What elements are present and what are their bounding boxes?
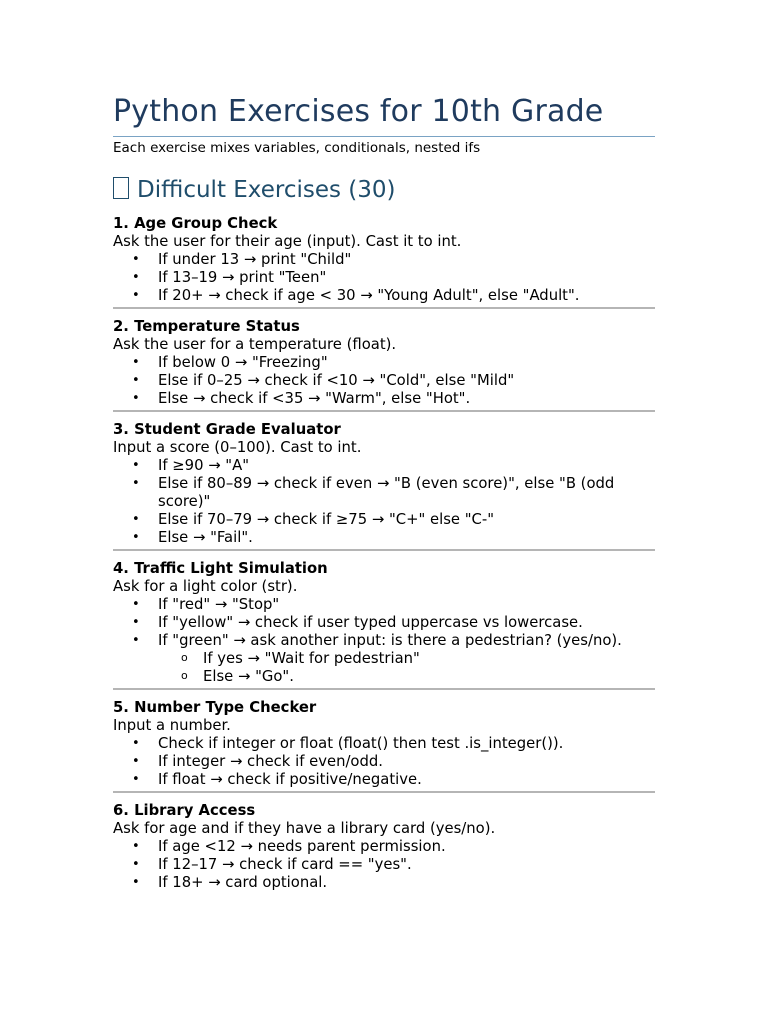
exercise-divider — [113, 791, 655, 793]
sub-list-item: o If yes → "Wait for pedestrian" — [158, 650, 655, 668]
list-item: • If 18+ → card optional. — [113, 874, 655, 892]
list-item: • Else → "Fail". — [113, 529, 655, 547]
section-heading-text: Difficult Exercises (30) — [137, 177, 396, 203]
exercise-4 — [113, 560, 655, 686]
exercise-intro: Ask for age and if they have a library card (yes/no). — [113, 820, 496, 837]
list-item: • Else if 70–79 → check if ≥75 → "C+" else "C-" — [113, 511, 655, 529]
exercise-title: 4. Traffic Light Simulation — [113, 560, 328, 577]
list-item: • If 12–17 → check if card == "yes". — [113, 856, 655, 874]
exercise-bullets — [113, 838, 655, 892]
list-item: • Else if 0–25 → check if <10 → "Cold", else "Mild" — [113, 372, 655, 390]
list-item: • If "green" → ask another input: is there a pedestrian? (yes/no). — [113, 632, 655, 650]
title-underline — [113, 136, 655, 137]
exercise-bullets — [113, 354, 655, 408]
list-item: • If ≥90 → "A" — [113, 457, 655, 475]
exercise-divider — [113, 307, 655, 309]
list-item: • If 20+ → check if age < 30 → "Young Adult", else "Adult". — [113, 287, 655, 305]
exercise-title: 1. Age Group Check — [113, 215, 278, 232]
list-item: • If under 13 → print "Child" — [113, 251, 655, 269]
exercise-intro: Ask the user for a temperature (float). — [113, 336, 397, 353]
list-item: • If float → check if positive/negative. — [113, 771, 655, 789]
exercise-bullets — [113, 457, 655, 547]
exercise-divider — [113, 549, 655, 551]
list-item: • If "yellow" → check if user typed uppercase vs lowercase. — [113, 614, 655, 632]
exercise-intro: Ask the user for their age (input). Cast it to int. — [113, 233, 462, 250]
exercise-title: 3. Student Grade Evaluator — [113, 421, 341, 438]
list-item: • If integer → check if even/odd. — [113, 753, 655, 771]
exercise-intro: Ask for a light color (str). — [113, 578, 298, 595]
exercise-intro: Input a score (0–100). Cast to int. — [113, 439, 362, 456]
exercise-1 — [113, 215, 655, 305]
exercise-title: 2. Temperature Status — [113, 318, 300, 335]
section-heading — [113, 175, 655, 205]
exercise-bullets — [113, 251, 655, 305]
exercise-divider — [113, 688, 655, 690]
list-item: • If "red" → "Stop" — [113, 596, 655, 614]
list-item: • Check if integer or float (float() then test .is_integer()). — [113, 735, 655, 753]
exercise-3 — [113, 421, 655, 547]
exercise-bullets — [113, 735, 655, 789]
exercise-intro: Input a number. — [113, 717, 231, 734]
exercise-5 — [113, 699, 655, 789]
list-item: • Else → check if <35 → "Warm", else "Hot". — [113, 390, 655, 408]
list-item: • If below 0 → "Freezing" — [113, 354, 655, 372]
document-title: Python Exercises for 10th Grade — [113, 94, 604, 129]
exercise-6 — [113, 802, 655, 892]
exercise-sub-bullets — [113, 650, 655, 686]
exercise-title: 6. Library Access — [113, 802, 256, 819]
exercise-title: 5. Number Type Checker — [113, 699, 317, 716]
sub-list-item: o Else → "Go". — [158, 668, 655, 686]
exercise-divider — [113, 410, 655, 412]
list-item: • Else if 80–89 → check if even → "B (even score)", else "B (odd score)" — [113, 475, 655, 511]
exercise-2 — [113, 318, 655, 408]
list-item: • If 13–19 → print "Teen" — [113, 269, 655, 287]
document-subtitle: Each exercise mixes variables, conditionals, nested ifs — [113, 140, 481, 156]
exercise-bullets — [113, 596, 655, 650]
list-item: • If age <12 → needs parent permission. — [113, 838, 655, 856]
missing-glyph-icon — [113, 177, 129, 199]
document-page — [113, 92, 655, 892]
